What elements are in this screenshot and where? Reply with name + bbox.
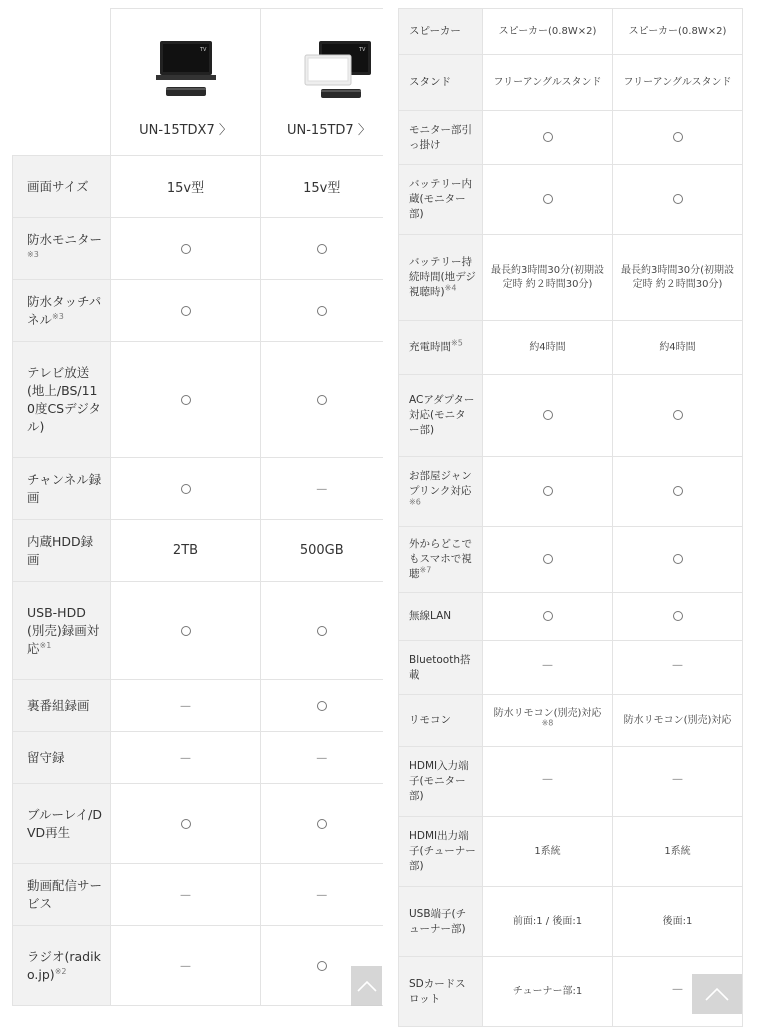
spec-label-text: スタンド xyxy=(409,76,451,88)
spec-row xyxy=(13,732,383,784)
spec-value-cell xyxy=(483,695,613,747)
spec-label-cell xyxy=(399,957,483,1027)
circle-mark-icon xyxy=(543,486,553,496)
spec-value-cell xyxy=(483,457,613,527)
spec-label-text: 画面サイズ xyxy=(27,178,89,194)
spec-row xyxy=(399,55,743,111)
spec-label-cell xyxy=(399,527,483,593)
spec-label-text: ラジオ(radiko.jp) xyxy=(27,948,101,982)
spec-value-text: 約4時間 xyxy=(659,341,696,353)
circle-mark-icon xyxy=(317,306,327,316)
spec-value-cell xyxy=(613,527,743,593)
spec-value-cell xyxy=(111,582,261,680)
spec-value-cell xyxy=(483,375,613,457)
spec-value-cell xyxy=(613,321,743,375)
header-blank-cell xyxy=(13,9,111,156)
spec-value-cell xyxy=(261,680,383,732)
spec-value-cell xyxy=(613,817,743,887)
spec-row xyxy=(13,582,383,680)
spec-label-cell xyxy=(399,457,483,527)
spec-row xyxy=(399,641,743,695)
spec-label-cell xyxy=(399,165,483,235)
spec-value-cell xyxy=(111,864,261,926)
spec-label-text: ACアダプター対応(モニター部) xyxy=(409,394,475,436)
circle-mark-icon xyxy=(673,554,683,564)
svg-text:TV: TV xyxy=(199,47,206,53)
spec-value-cell xyxy=(483,887,613,957)
spec-label-cell xyxy=(399,817,483,887)
circle-mark-icon xyxy=(181,244,191,254)
svg-text:TV: TV xyxy=(359,47,366,53)
spec-row xyxy=(13,680,383,732)
spec-row xyxy=(13,280,383,342)
spec-label-cell xyxy=(13,864,111,926)
spec-label-text: ブルーレイ/DVD再生 xyxy=(27,806,102,840)
scroll-to-top-button[interactable] xyxy=(692,974,742,1014)
spec-label-text: 無線LAN xyxy=(409,610,452,622)
circle-mark-icon xyxy=(317,819,327,829)
circle-mark-icon xyxy=(181,484,191,494)
dash-mark-icon: － xyxy=(315,889,329,904)
spec-value-cell xyxy=(111,680,261,732)
circle-mark-icon xyxy=(317,395,327,405)
circle-mark-icon xyxy=(673,194,683,204)
dash-mark-icon: － xyxy=(540,659,554,674)
spec-label-text: 裏番組録画 xyxy=(27,697,90,713)
dash-mark-icon: － xyxy=(178,889,192,904)
spec-value-text: 約4時間 xyxy=(529,341,566,353)
spec-value-cell xyxy=(483,55,613,111)
spec-value-text: 後面:1 xyxy=(662,915,693,927)
spec-row xyxy=(399,817,743,887)
spec-label-cell xyxy=(13,520,111,582)
spec-label-cell xyxy=(13,280,111,342)
spec-value-cell xyxy=(111,458,261,520)
spec-row xyxy=(399,747,743,817)
spec-label-cell xyxy=(13,156,111,218)
spec-label-text: HDMI出力端子(チューナー部) xyxy=(409,830,476,872)
footnote-marker: ※7 xyxy=(419,565,432,575)
spec-value-cell xyxy=(483,527,613,593)
footnote-marker: ※2 xyxy=(54,966,67,976)
spec-value-cell xyxy=(261,280,383,342)
spec-value-cell xyxy=(613,457,743,527)
dash-mark-icon: － xyxy=(178,752,192,767)
spec-value-text: 最長約3時間30分(初期設定時 約２時間30分) xyxy=(621,264,734,290)
spec-value-text: 最長約3時間30分(初期設定時 約２時間30分) xyxy=(491,264,604,290)
spec-label-cell xyxy=(13,784,111,864)
circle-mark-icon xyxy=(181,819,191,829)
circle-mark-icon xyxy=(673,486,683,496)
circle-mark-icon xyxy=(543,611,553,621)
spec-label-cell xyxy=(13,926,111,1006)
spec-value-cell xyxy=(111,784,261,864)
spec-value-cell xyxy=(483,9,613,55)
spec-value-cell xyxy=(261,156,383,218)
dash-mark-icon: － xyxy=(670,773,684,788)
circle-mark-icon xyxy=(317,701,327,711)
spec-label-text: バッテリー持続時間(地デジ視聴時) xyxy=(409,256,476,298)
spec-label-cell xyxy=(13,458,111,520)
spec-row xyxy=(399,165,743,235)
spec-value-cell xyxy=(261,342,383,458)
spec-row xyxy=(13,342,383,458)
spec-value-text: 2TB xyxy=(172,543,199,558)
spec-value-text: スピーカー(0.8W×2) xyxy=(628,25,727,37)
spec-value-cell xyxy=(483,817,613,887)
product-cell-1[interactable] xyxy=(261,9,383,156)
spec-value-cell xyxy=(261,520,383,582)
spec-label-text: 動画配信サービス xyxy=(27,877,103,911)
spec-value-cell xyxy=(613,111,743,165)
spec-label-text: リモコン xyxy=(409,714,451,726)
spec-value-cell xyxy=(483,957,613,1027)
spec-value-cell xyxy=(483,111,613,165)
spec-value-cell xyxy=(111,732,261,784)
spec-label-text: USB端子(チューナー部) xyxy=(409,907,467,935)
spec-value-cell xyxy=(483,321,613,375)
spec-label-cell xyxy=(13,342,111,458)
spec-value-cell xyxy=(261,458,383,520)
spec-value-cell xyxy=(111,280,261,342)
spec-label-text: 充電時間 xyxy=(409,341,451,353)
spec-value-cell xyxy=(261,732,383,784)
circle-mark-icon xyxy=(317,244,327,254)
circle-mark-icon xyxy=(543,554,553,564)
spec-value-cell xyxy=(613,375,743,457)
spec-value-cell xyxy=(613,9,743,55)
product-header-row xyxy=(13,9,383,156)
scroll-to-top-button[interactable] xyxy=(351,966,382,1006)
spec-label-text: USB-HDD(別売)録画対応 xyxy=(27,604,100,656)
spec-value-cell xyxy=(261,218,383,280)
spec-value-cell xyxy=(111,342,261,458)
dash-mark-icon: － xyxy=(178,700,192,715)
spec-row xyxy=(13,218,383,280)
tv-product-image[interactable] xyxy=(154,39,218,101)
dash-mark-icon: － xyxy=(315,752,329,767)
spec-label-cell xyxy=(399,321,483,375)
spec-label-text: HDMI入力端子(モニター部) xyxy=(409,760,469,802)
circle-mark-icon xyxy=(317,961,327,971)
spec-label-cell xyxy=(13,680,111,732)
spec-row xyxy=(399,321,743,375)
spec-value-text: 15v型 xyxy=(303,181,341,196)
spec-value-cell xyxy=(261,864,383,926)
chevron-up-icon xyxy=(356,979,378,993)
spec-value-cell xyxy=(613,55,743,111)
spec-value-text: 前面:1 / 後面:1 xyxy=(512,915,583,927)
spec-value-text: フリーアングルスタンド xyxy=(493,76,602,88)
dash-mark-icon: － xyxy=(670,659,684,674)
spec-label-text: 留守録 xyxy=(27,749,65,765)
spec-row xyxy=(399,235,743,321)
spec-comparison-table-right xyxy=(398,8,743,1027)
circle-mark-icon xyxy=(543,194,553,204)
spec-value-text: 15v型 xyxy=(166,181,205,196)
spec-value-text: 1系統 xyxy=(534,845,561,857)
spec-value-text: 1系統 xyxy=(664,845,691,857)
spec-label-text: SDカードスロット xyxy=(409,977,466,1005)
spec-label-cell xyxy=(399,235,483,321)
spec-label-cell xyxy=(399,375,483,457)
spec-value-cell xyxy=(613,887,743,957)
chevron-up-icon xyxy=(704,986,730,1002)
spec-label-cell xyxy=(399,747,483,817)
footnote-marker: ※3 xyxy=(52,311,64,321)
spec-label-text: チャンネル録画 xyxy=(27,471,102,505)
circle-mark-icon xyxy=(181,306,191,316)
spec-label-cell xyxy=(399,111,483,165)
footnote-marker: ※3 xyxy=(27,249,39,259)
spec-value-cell xyxy=(111,218,261,280)
spec-value-text: 防水リモコン(別売)対応 xyxy=(493,707,602,719)
footnote-marker: ※8 xyxy=(541,718,554,728)
spec-value-cell xyxy=(613,165,743,235)
spec-label-cell xyxy=(399,887,483,957)
spec-label-text: 外からどこでもスマホで視聴 xyxy=(409,538,472,580)
spec-row xyxy=(13,784,383,864)
spec-value-cell xyxy=(111,156,261,218)
spec-label-cell xyxy=(399,9,483,55)
spec-value-text: 500GB xyxy=(299,543,344,558)
dash-mark-icon: － xyxy=(540,773,554,788)
spec-label-text: バッテリー内蔵(モニター部) xyxy=(409,178,472,220)
spec-label-cell xyxy=(13,218,111,280)
footnote-marker: ※1 xyxy=(39,640,52,650)
spec-label-text: 内蔵HDD録画 xyxy=(27,533,94,567)
spec-value-cell xyxy=(483,235,613,321)
dash-mark-icon: － xyxy=(315,483,329,498)
spec-label-cell xyxy=(399,641,483,695)
spec-value-cell xyxy=(613,695,743,747)
spec-row xyxy=(399,593,743,641)
spec-row xyxy=(399,9,743,55)
dash-mark-icon: － xyxy=(670,983,684,998)
product-cell-0[interactable] xyxy=(111,9,261,156)
spec-value-cell xyxy=(483,165,613,235)
spec-value-cell xyxy=(261,582,383,680)
spec-comparison-table-left xyxy=(12,8,383,1006)
spec-value-cell xyxy=(483,641,613,695)
footnote-marker: ※6 xyxy=(409,497,421,507)
spec-row xyxy=(399,375,743,457)
spec-value-text: 防水リモコン(別売)対応 xyxy=(623,714,732,726)
spec-row xyxy=(13,458,383,520)
circle-mark-icon xyxy=(181,395,191,405)
circle-mark-icon xyxy=(543,410,553,420)
circle-mark-icon xyxy=(543,132,553,142)
spec-row xyxy=(13,864,383,926)
spec-label-text: テレビ放送(地上/BS/110度CSデジタル) xyxy=(27,364,101,434)
product-link-un-15tdx7[interactable]: UN-15TDX7 〉 xyxy=(139,123,232,138)
spec-row xyxy=(399,695,743,747)
circle-mark-icon xyxy=(673,410,683,420)
spec-value-cell xyxy=(613,593,743,641)
spec-label-text: 防水モニター xyxy=(27,231,103,247)
spec-row xyxy=(13,156,383,218)
spec-row xyxy=(399,957,743,1027)
spec-row xyxy=(13,520,383,582)
spec-value-cell xyxy=(483,747,613,817)
spec-label-cell xyxy=(13,582,111,680)
spec-value-cell xyxy=(613,235,743,321)
circle-mark-icon xyxy=(181,626,191,636)
spec-label-text: お部屋ジャンプリンク対応 xyxy=(409,470,472,497)
tv-product-image[interactable] xyxy=(299,39,379,101)
spec-label-cell xyxy=(13,732,111,784)
spec-value-cell xyxy=(613,747,743,817)
circle-mark-icon xyxy=(673,611,683,621)
footnote-marker: ※5 xyxy=(451,338,463,348)
spec-row xyxy=(399,457,743,527)
spec-label-cell xyxy=(399,55,483,111)
spec-value-cell xyxy=(111,520,261,582)
spec-value-cell xyxy=(613,641,743,695)
dash-mark-icon: － xyxy=(178,960,192,975)
spec-value-text: フリーアングルスタンド xyxy=(623,76,732,88)
spec-label-text: モニター部引っ掛け xyxy=(409,123,472,151)
footnote-marker: ※4 xyxy=(444,283,457,293)
spec-row xyxy=(13,926,383,1006)
spec-value-text: スピーカー(0.8W×2) xyxy=(498,25,597,37)
spec-label-text: Bluetooth搭載 xyxy=(409,653,471,681)
spec-label-cell xyxy=(399,593,483,641)
spec-row xyxy=(399,527,743,593)
spec-label-text: 防水タッチパネル xyxy=(27,293,102,327)
spec-label-cell xyxy=(399,695,483,747)
spec-value-cell xyxy=(111,926,261,1006)
circle-mark-icon xyxy=(673,132,683,142)
spec-label-text: スピーカー xyxy=(409,25,461,37)
spec-value-cell xyxy=(483,593,613,641)
spec-value-cell xyxy=(261,784,383,864)
spec-row xyxy=(399,887,743,957)
product-link-un-15td7[interactable]: UN-15TD7 〉 xyxy=(287,123,371,138)
spec-value-text: チューナー部:1 xyxy=(512,985,583,997)
spec-row xyxy=(399,111,743,165)
circle-mark-icon xyxy=(317,626,327,636)
